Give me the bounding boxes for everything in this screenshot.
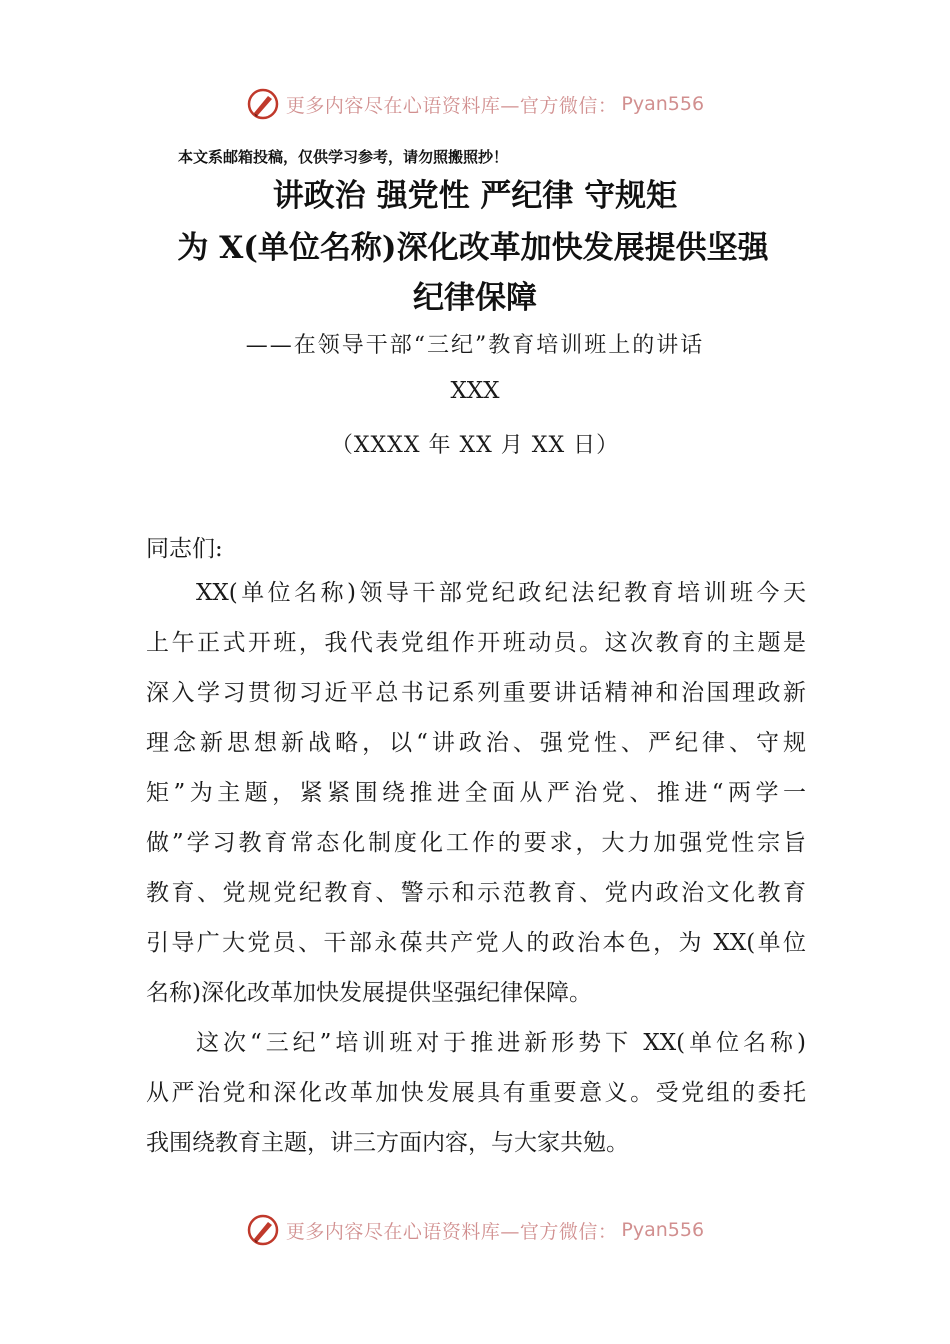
watermark-text: 更多内容尽在心语资料库—官方微信：: [285, 94, 618, 117]
paragraph-1-line: XX(单位名称)领导干部党纪政纪法纪教育培训班今天: [196, 580, 806, 606]
pen-logo-icon: [246, 1213, 280, 1247]
paragraph-1-line: 教育、党规党纪教育、警示和示范教育、党内政治文化教育: [146, 880, 806, 906]
watermark-wechat-id: Pyan556: [621, 1219, 705, 1241]
subtitle: ——在领导干部“三纪”教育培训班上的讲话: [245, 333, 705, 358]
paragraph-1-line: 名称)深化改革加快发展提供坚强纪律保障。: [146, 980, 592, 1006]
title-line-3: 纪律保障: [413, 280, 537, 316]
date: （XXXX 年 XX 月 XX 日）: [330, 433, 620, 458]
paragraph-1-line: 深入学习贯彻习近平总书记系列重要讲话精神和治国理政新: [146, 680, 806, 706]
paragraph-1-line: 做”学习教育常态化制度化工作的要求，大力加强党性宗旨: [146, 830, 806, 856]
paragraph-2-line: 我围绕教育主题，讲三方面内容，与大家共勉。: [146, 1130, 629, 1156]
paragraph-2-line: 这次“三纪”培训班对于推进新形势下 XX(单位名称): [196, 1030, 806, 1056]
watermark-footer: [0, 1210, 950, 1250]
paragraph-1-line: 引导广大党员、干部永葆共产党人的政治本色，为 XX(单位: [146, 930, 806, 956]
submission-notice: 本文系邮箱投稿，仅供学习参考，请勿照搬照抄！: [178, 148, 509, 166]
paragraph-1-line: 矩”为主题，紧紧围绕推进全面从严治党、推进“两学一: [146, 780, 806, 806]
title-line-1: 讲政治 强党性 严纪律 守规矩: [272, 178, 678, 214]
watermark-header: [0, 84, 950, 124]
paragraph-1-line: 上午正式开班，我代表党组作开班动员。这次教育的主题是: [146, 630, 806, 656]
title-line-2: 为 X(单位名称)深化改革加快发展提供坚强: [177, 230, 769, 266]
paragraph-2-line: 从严治党和深化改革加快发展具有重要意义。受党组的委托: [146, 1080, 806, 1106]
watermark-text: 更多内容尽在心语资料库—官方微信：: [285, 1220, 618, 1243]
pen-logo-icon: [246, 87, 280, 121]
salutation: 同志们:: [146, 536, 223, 562]
author: XXX: [450, 378, 500, 404]
watermark-wechat-id: Pyan556: [621, 93, 705, 115]
paragraph-1-line: 理念新思想新战略，以“讲政治、强党性、严纪律、守规: [146, 730, 806, 756]
